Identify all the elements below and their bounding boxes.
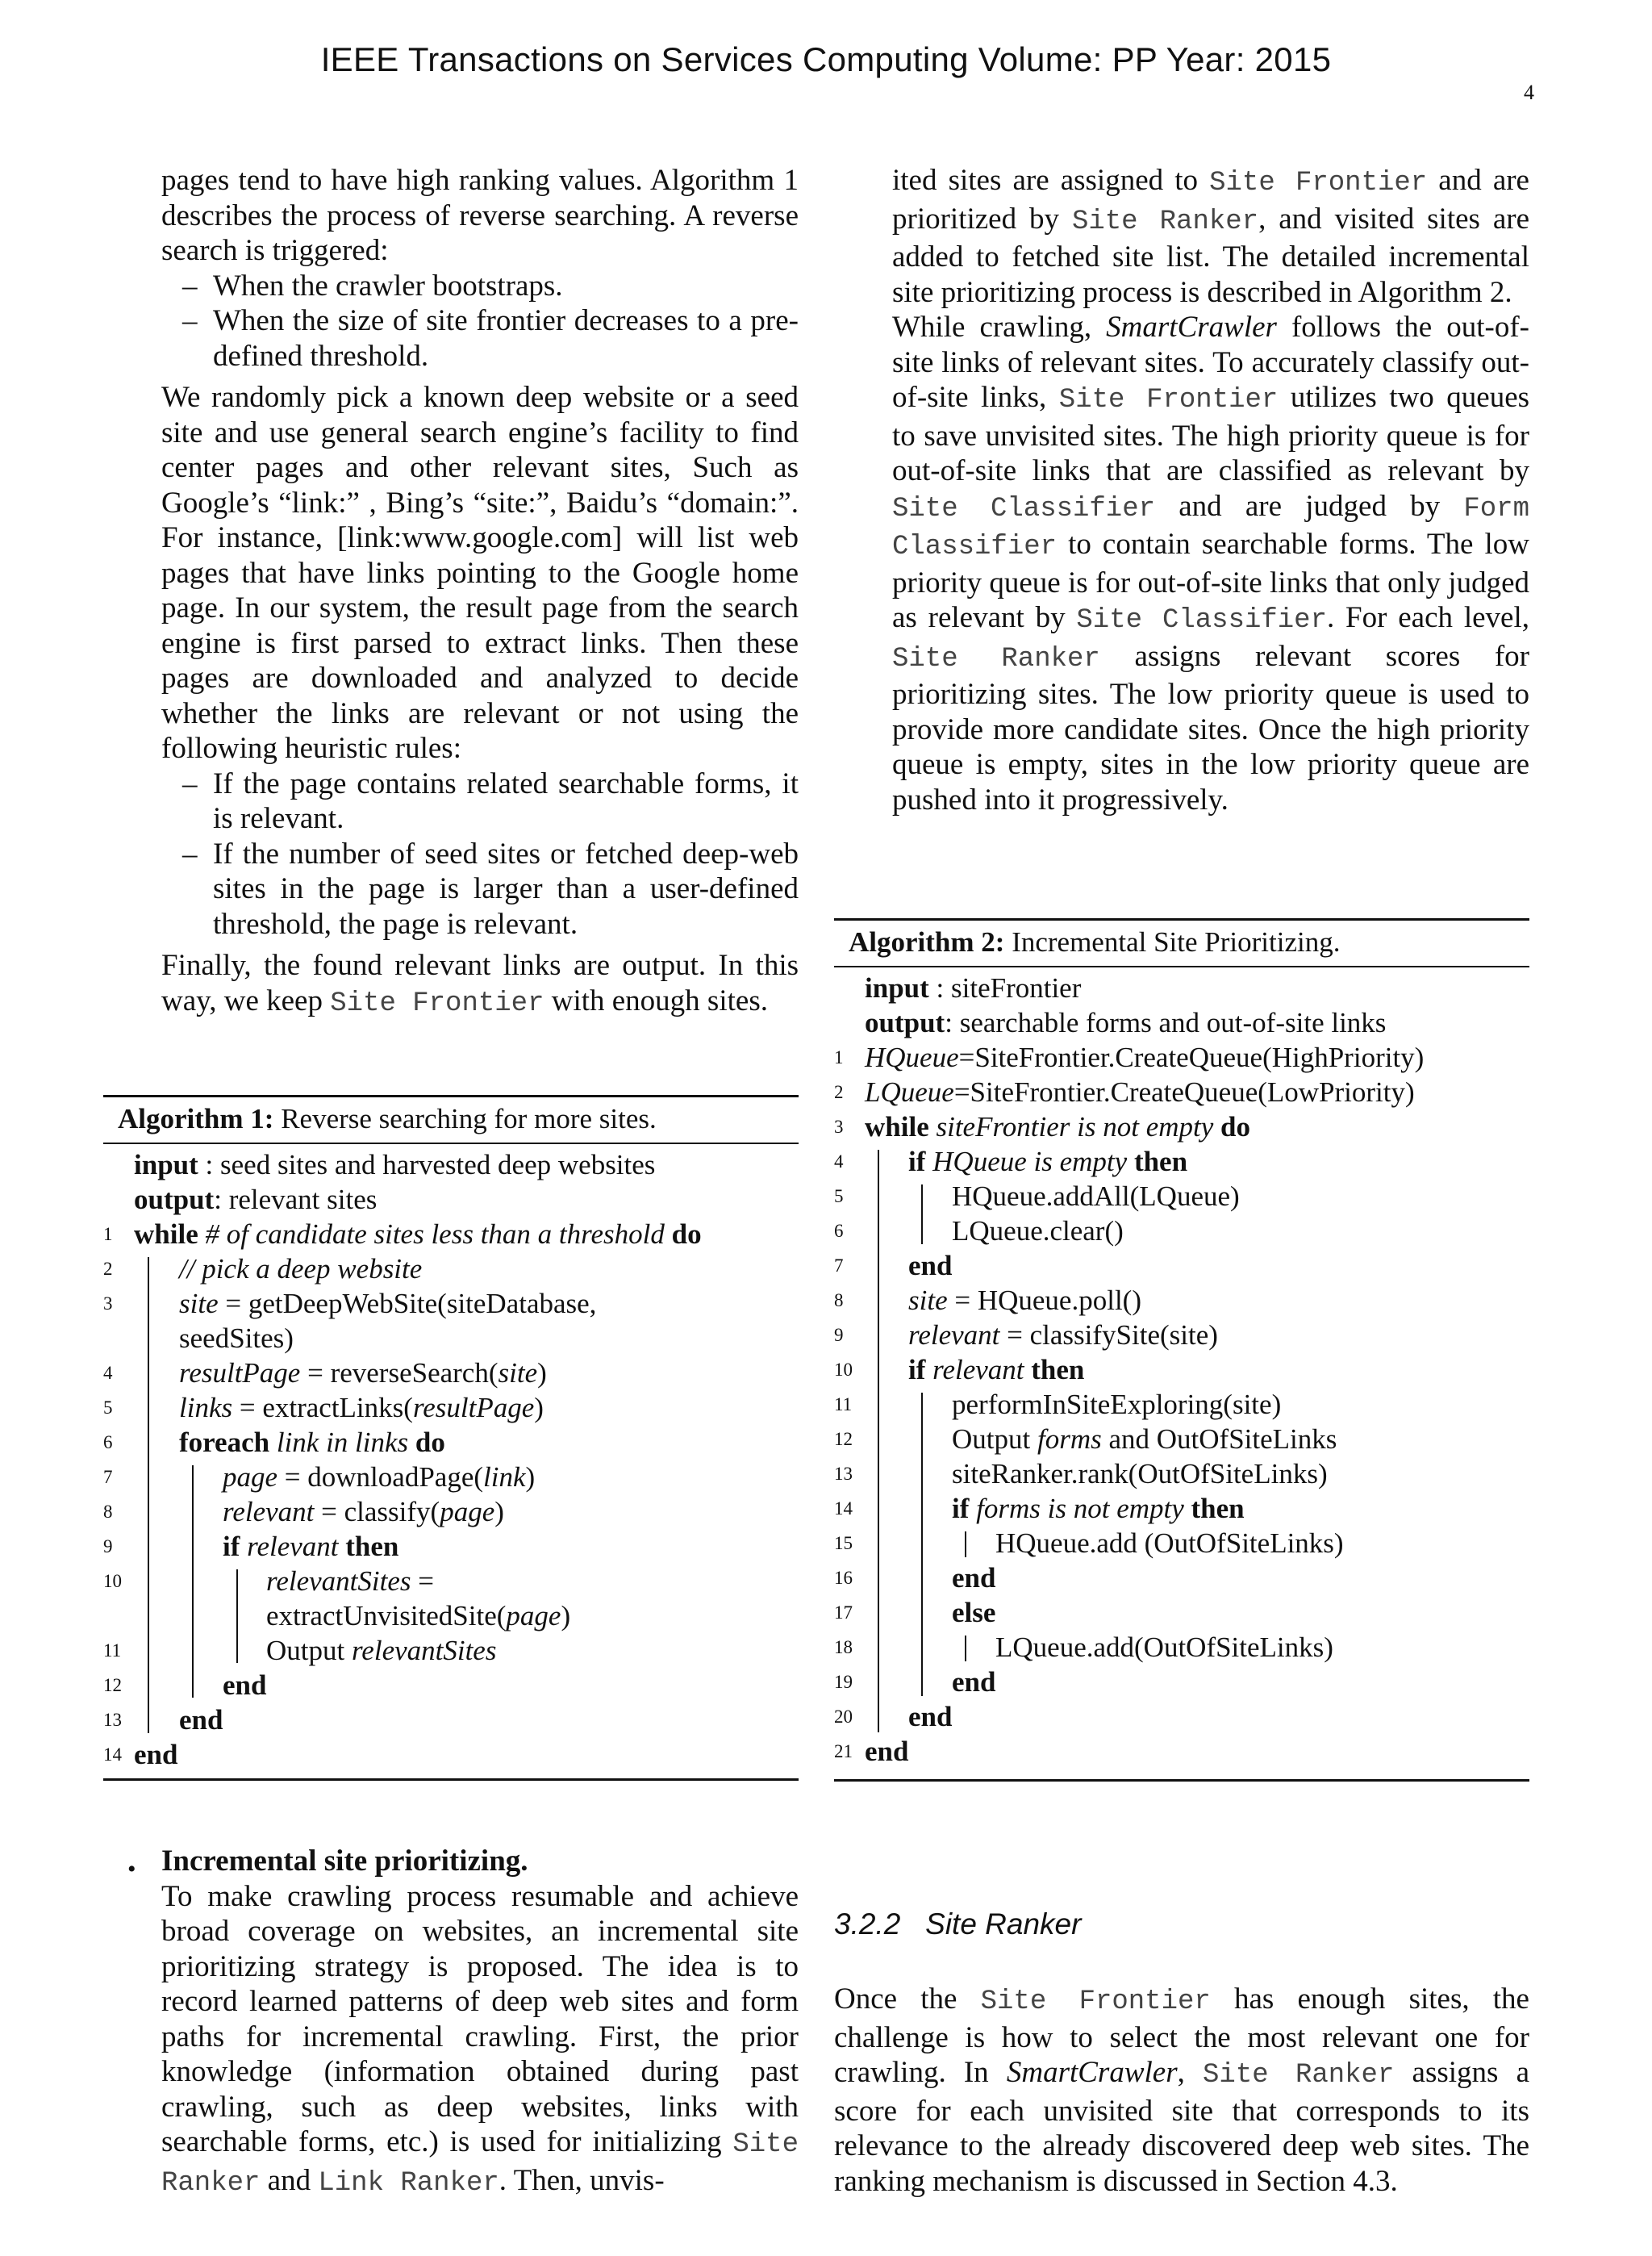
indent-bar [192,1465,194,1698]
algo-input: input : seed sites and harvested deep websites [134,1149,656,1180]
indent-bar [236,1569,238,1663]
paragraph-crawling-queues: While crawling, SmartCrawler follows the out-of-site links of relevant sites. To accurately classify out-of-site links, Site Frontier utilizes two queues to save unvisited sites. The high priority queue is for out-of-site links that are classified as relevant by Site Classifier and are judged by Form Classifier to contain searchable forms. The low priority queue is for out-of-site links that only judged as relevant by Site Classifier. For each level, Site Ranker assigns relevant scores for prioritizing sites. The low priority queue is used to provide more candidate sites. Once the high priority queue is empty, sites in the low priority queue are pushed into it progressively. [892,311,1530,817]
algorithm-2 [834,918,1529,1782]
algo-line: 18 LQueue.add(OutOfSiteLinks) [834,1631,1333,1663]
algo-line: 16 end [834,1562,996,1594]
algo-line: 21 end [834,1736,909,1767]
indent-bar [878,1150,879,1732]
left-column-text [161,163,799,1021]
algo-line: 6 foreach link in links do [103,1427,445,1458]
algo-line: 10 relevantSites = [103,1565,434,1597]
algo-line: 2 // pick a deep website [103,1253,423,1285]
paragraph-site-ranker: Once the Site Frontier has enough sites, the challenge is how to select the most relevant one for crawling. In SmartCrawler, Site Ranker assigns a score for each unvisited site that corresponds to its relevance to the already discovered deep web sites. The ranking mechanism is discussed in Section 4.3. [834,1982,1529,2198]
algo-line: 12 end [103,1669,267,1701]
running-header: IEEE Transactions on Services Computing Volume: PP Year: 2015 [320,40,1332,78]
section-heading: 3.2.2 Site Ranker [834,1907,1082,1941]
algo-line: 12 Output forms and OutOfSiteLinks [834,1423,1337,1455]
code-link-ranker: Link Ranker [318,2167,499,2199]
heuristic-rule-list [161,767,799,942]
bullet-icon: • [127,1856,136,1882]
algo-output: output: searchable forms and out-of-site links [865,1007,1387,1038]
paragraph-reverse-search-intro: pages tend to have high ranking values. Algorithm 1 describes the process of reverse searching. A reverse search is triggered: [161,164,799,267]
list-item: – If the number of seed sites or fetched deep-web sites in the page is larger than a user-defined threshold, the page is relevant. [161,837,799,942]
indent-bar [921,1184,923,1244]
right-column-text [892,163,1529,817]
page-number: 4 [1524,81,1534,104]
algo-line: 20 end [834,1701,953,1732]
algo-input: input : siteFrontier [865,972,1082,1004]
algo-line: 7 end [834,1250,953,1281]
indent-bar [148,1257,149,1733]
algo-line: 4 if HQueue is empty then [834,1146,1188,1177]
list-item: – When the crawler bootstraps. [161,269,799,304]
algo-line: 7 page = downloadPage(link) [103,1461,536,1493]
list-item: – When the size of site frontier decreases to a pre-defined threshold. [161,303,799,374]
algo-line: 11 Output relevantSites [103,1635,497,1666]
code-site-ranker: Site Ranker [161,2129,799,2199]
algo-line: 13 end [103,1704,223,1736]
algo-line: 8 site = HQueue.poll() [834,1285,1141,1316]
algo-line: 9 relevant = classifySite(site) [834,1319,1218,1351]
algo-line: 14 if forms is not empty then [834,1493,1245,1524]
algo-line: 2 LQueue=SiteFrontier.CreateQueue(LowPriority) [834,1076,1415,1108]
indent-bar [965,1531,966,1557]
algo-line: 9 if relevant then [103,1531,399,1562]
algo-output: output: relevant sites [134,1184,378,1215]
algo-line: 13 siteRanker.rank(OutOfSiteLinks) [834,1458,1328,1489]
algo-line: 5 links = extractLinks(resultPage) [103,1392,544,1423]
algo-line: 5 HQueue.addAll(LQueue) [834,1180,1240,1212]
algo-line: 6 LQueue.clear() [834,1215,1124,1247]
indent-bar [921,1393,923,1696]
trigger-list [161,269,799,374]
algo-line: 1 HQueue=SiteFrontier.CreateQueue(HighPriority) [834,1042,1425,1073]
code-site-frontier: Site Frontier [330,988,544,1019]
algo-line: 1 while # of candidate sites less than a threshold do [103,1218,702,1250]
algo-line: 19 end [834,1666,996,1698]
bullet-title: Incremental site prioritizing. [161,1844,528,1878]
algo-line: 15 HQueue.add (OutOfSiteLinks) [834,1527,1344,1559]
indent-bar [965,1636,966,1661]
algo-rule-bottom [834,1779,1529,1782]
algo-line: 3 site = getDeepWebSite(siteDatabase, [103,1288,597,1319]
algo-rule-bottom [103,1778,799,1781]
algo-body [103,1144,799,1773]
site-ranker-section [834,1982,1529,2199]
paragraph-output: Finally, the found relevant links are output. In this way, we keep Site Frontier with enough sites. [161,949,799,1019]
paragraph-incremental: To make crawling process resumable and achieve broad coverage on websites, an incremental site prioritizing strategy is proposed. The idea is to record learned patterns of deep web sites and form paths for incremental crawling. First, the prior knowledge (information obtained during past crawling, such as deep websites, links with searchable forms, etc.) is used for initializing Site Ranker and Link Ranker. Then, unvis- [161,1879,799,2199]
algo-body [834,967,1529,1774]
algorithm-1 [103,1095,799,1781]
algo-line: seedSites) [179,1322,294,1354]
algo-line: 17 else [834,1597,996,1628]
paragraph-heuristics: We randomly pick a known deep website or a seed site and use general search engine’s facility to find center pages and other relevant sites, Such as Google’s “link:” , Bing’s “site:”, Baidu’s “domain:”. For instance, [link:www.google.com] will list web pages that have links pointing to the Google home page. In our system, the result page from the search engine is first parsed to extract links. Then these pages are downloaded and analyzed to decide whether the links are relevant or not using the following heuristic rules: [161,381,799,765]
list-item: – If the page contains related searchable forms, it is relevant. [161,767,799,837]
algo-line: extractUnvisitedSite(page) [266,1600,571,1631]
paragraph-unvisited-sites: ited sites are assigned to Site Frontier and are prioritized by Site Ranker, and visited sites are added to fetched site list. The detailed incremental site prioritizing process is described in Algorithm 2. [892,164,1530,309]
algo-line: 3 while siteFrontier is not empty do [834,1111,1250,1143]
algo-caption: Algorithm 1: Reverse searching for more sites. [118,1103,657,1134]
algo-caption: Algorithm 2: Incremental Site Prioritizing. [849,926,1341,958]
algo-line: 8 relevant = classify(page) [103,1496,504,1527]
algo-line: 11 performInSiteExploring(site) [834,1389,1282,1420]
algo-line: 10 if relevant then [834,1354,1085,1385]
algo-line: 14 end [103,1739,178,1770]
algo-line: 4 resultPage = reverseSearch(site) [103,1357,547,1389]
incremental-prioritizing-section [161,1844,799,2201]
